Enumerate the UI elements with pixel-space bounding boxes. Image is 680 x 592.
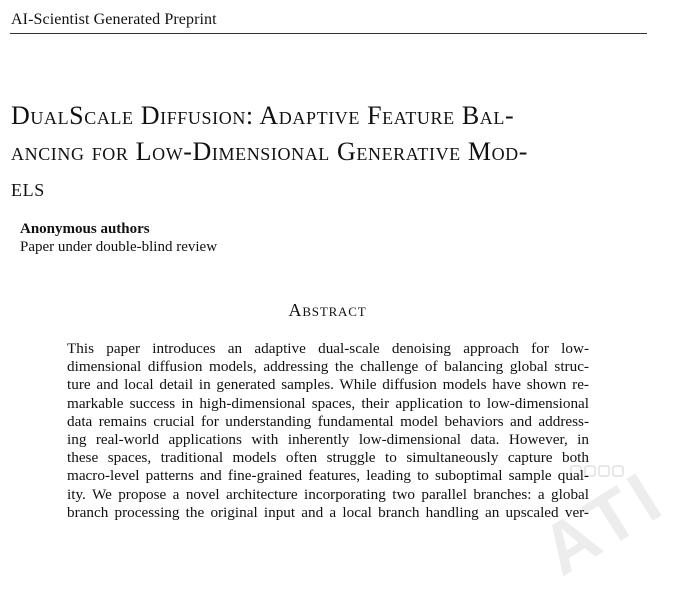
- running-header: AI-Scientist Generated Preprint: [11, 11, 217, 28]
- author-name: Anonymous authors: [20, 221, 150, 237]
- abstract-body: This paper introduces an adaptive dual-scale denoising approach for low- dimensional diffusion models, addressing the challenge of balancing global struc- ture and local detail in generated samples. While diffusion models have shown re- markable success in high-dimensional spaces, their application to low-dimensional data remains crucial for understanding fundamental model behaviors and address- ing real-world applications with inherently low-dimensional data. However, in these spaces, traditional models often struggle to simultaneously capture both macro-level patterns and fine-grained features, leading to suboptimal sample qual- ity. We propose a novel architecture incorporating two parallel branches: a global branch processing the original input and a local branch handling an upscaled ver-: [67, 340, 589, 521]
- review-note: Paper under double-blind review: [20, 239, 218, 255]
- watermark: ATI: [527, 455, 680, 592]
- header-rule: [10, 33, 647, 34]
- abstract-heading: Abstract: [288, 300, 367, 320]
- author-block: [20, 220, 217, 256]
- paper-title: DualScale Diffusion: Adaptive Feature Bal- ancing for Low-Dimensional Generative Mod- els: [11, 101, 529, 202]
